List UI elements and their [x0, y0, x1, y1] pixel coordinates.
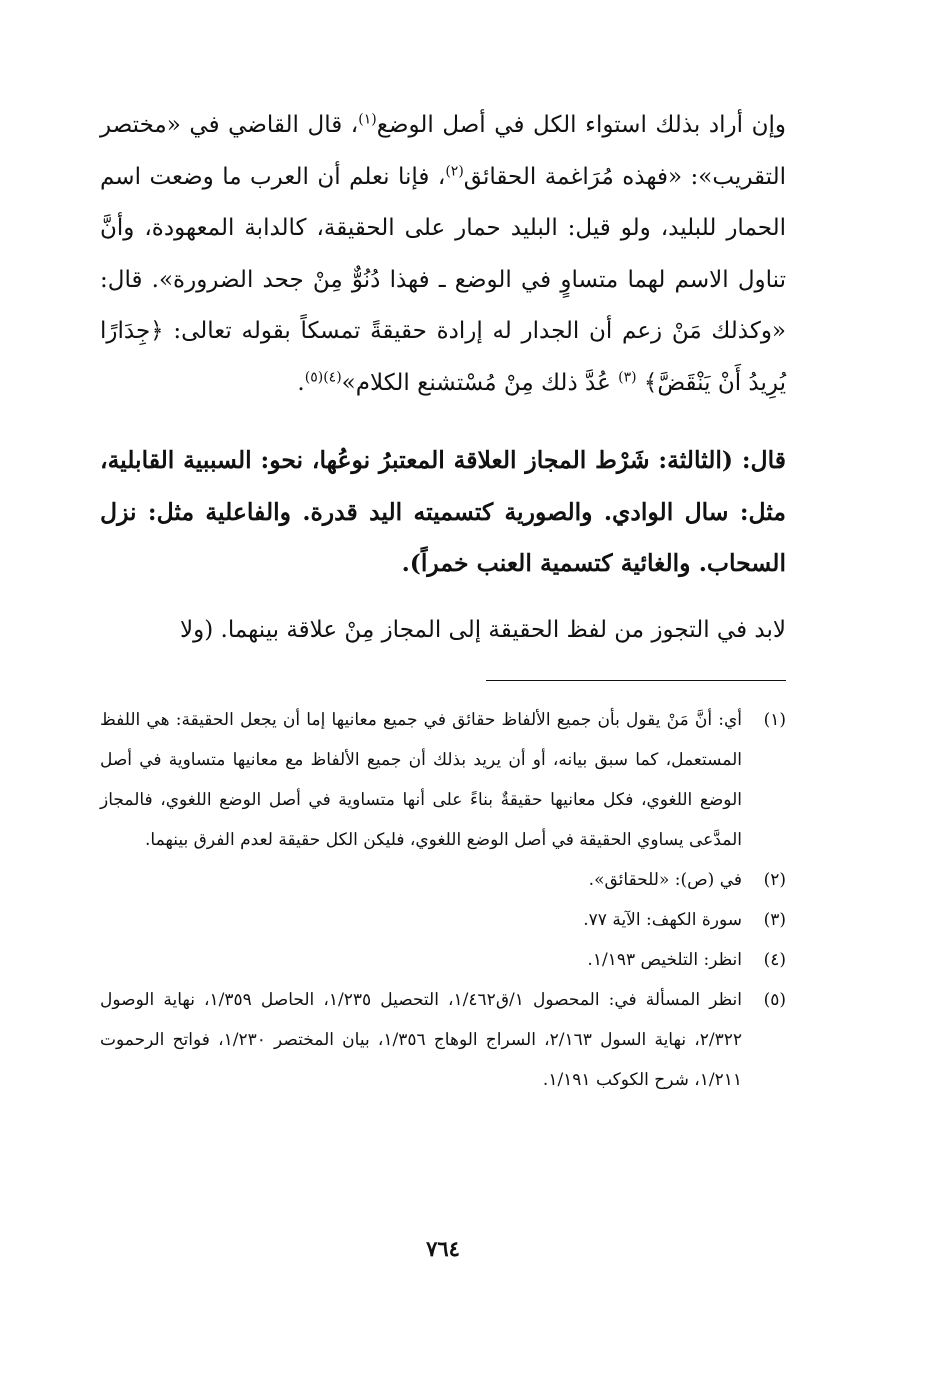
footnote-1	[100, 700, 786, 860]
footnote-number: (٥)	[763, 990, 786, 1010]
footnote-text: سورة الكهف: الآية ٧٧.	[583, 910, 742, 930]
footnote-number: (١)	[763, 710, 786, 730]
footnote-text: أي: أنَّ مَنْ يقول بأن جميع الألفاظ حقائق في جميع معانيها إما أن يجعل الحقيقة: هي اللفظ المستعمل، كما سبق بيانه، أو أن يريد بذلك أن جميع الألفاظ مع معانيها متساوية في أصل الوضع اللغوي، فكل معانيها حقيقةٌ بناءً على أنها متساوية في أصل الوضع اللغوي، فالمجاز المدَّعى يساوي الحقيقة في أصل الوضع اللغوي، فليكن الكل حقيقة لعدم الفرق بينهما.	[100, 710, 742, 850]
footnote-number: (٣)	[763, 910, 786, 930]
main-text-segment: ، فإنا نعلم أن العرب ما وضعت اسم الحمار للبليد، ولو قيل: البليد حمار على الحقيقة، كالدابة المعهودة، وأنَّ تناول الاسم لهما متساوٍ في الوضع ـ فهذا دُنُوٌّ مِنْ جحد الضرورة». قال: «وكذلك مَنْ زعم أن الجدار له إرادة حقيقةً تمسكاً بقوله تعالى: ﴿جِدَارًا يُرِيدُ أَنْ يَنْقَضَّ﴾	[100, 163, 786, 396]
main-text-segment: .	[297, 369, 305, 396]
footnote-number: (٤)	[763, 950, 786, 970]
footnote-ref-3[interactable]: (٣)	[618, 368, 637, 385]
footnote-ref-4-5[interactable]: (٤)(٥)	[304, 368, 342, 385]
footnote-text: في (ص): «للحقائق».	[588, 870, 742, 890]
footnote-text: انظر: التلخيص ١/١٩٣.	[587, 950, 742, 970]
main-paragraph-3: لابد في التجوز من لفظ الحقيقة إلى المجاز مِنْ علاقة بينهما. (ولا	[180, 617, 786, 643]
main-text-segment: وإن أراد بذلك استواء الكل في أصل الوضع	[376, 112, 786, 138]
main-text-segment: ، قال القاضي في «مختصر التقريب»: «فهذه مُرَاغمة الحقائق	[100, 112, 786, 190]
page-number: ٧٦٤	[426, 1236, 460, 1261]
footnote-4	[100, 940, 786, 980]
footnote-2	[100, 860, 786, 900]
book-page	[100, 0, 786, 1376]
main-paragraph-1	[100, 100, 786, 409]
footnote-ref-1[interactable]: (١)	[358, 111, 377, 128]
footnote-5	[100, 980, 786, 1100]
main-paragraph-2-quote: قال: (الثالثة: شَرْط المجاز العلاقة المعتبرُ نوعُها، نحو: السببية القابلية، مثل: سال الوادي. والصورية كتسميته اليد قدرة. والفاعلية مثل: نزل السحاب. والغائية كتسمية العنب خمراً).	[100, 446, 786, 577]
main-text-segment: عُدَّ ذلك مِنْ مُسْتشنع الكلام»	[341, 369, 611, 396]
footnote-text: انظر المسألة في: المحصول ١/ق١/٤٦٢، التحصيل ١/٢٣٥، الحاصل ١/٣٥٩، نهاية الوصول ٢/٣٢٢، نهاية السول ٢/١٦٣، السراج الوهاج ١/٣٥٦، بيان المختصر ١/٢٣٠، فواتح الرحموت ١/٢١١، شرح الكوكب ١/١٩١.	[100, 990, 742, 1090]
footnotes-section	[100, 700, 786, 1100]
footnote-number: (٢)	[763, 870, 786, 890]
footnote-3	[100, 900, 786, 940]
footnote-separator	[486, 680, 786, 681]
footnote-ref-2[interactable]: (٢)	[445, 162, 464, 179]
